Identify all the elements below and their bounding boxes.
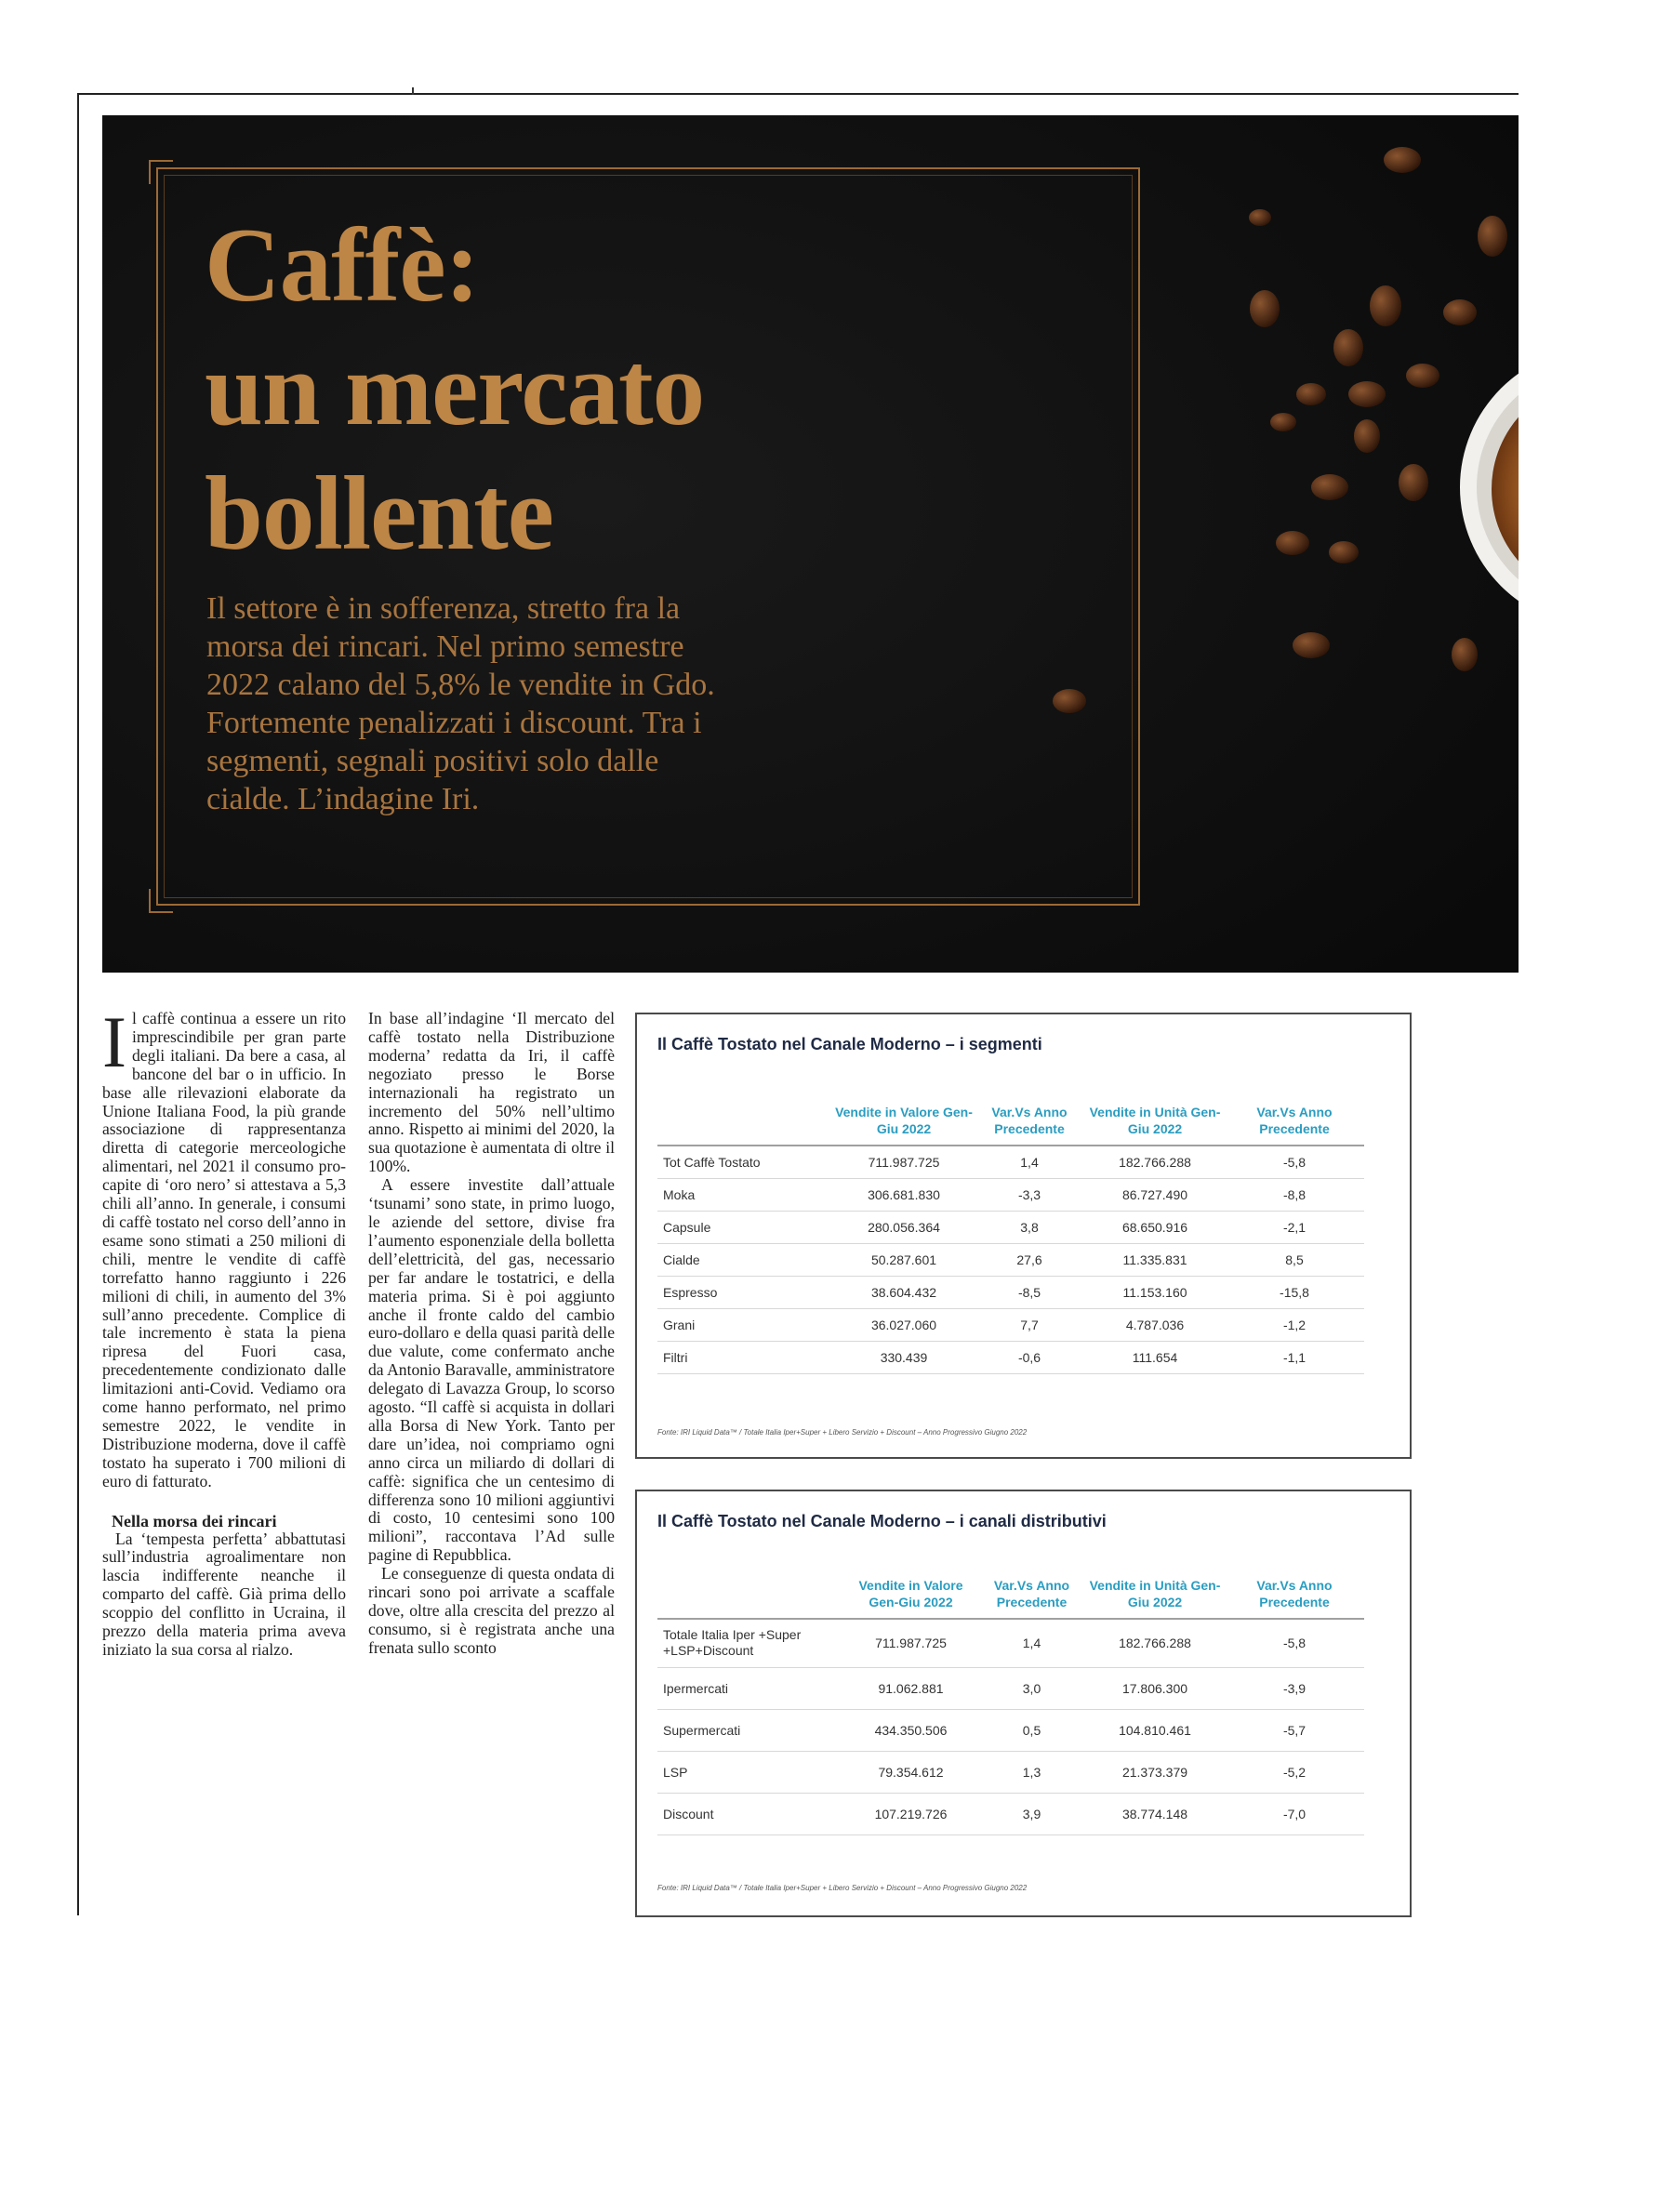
hero-banner [102, 115, 1519, 973]
table-row [657, 1709, 1364, 1751]
table-row [657, 1619, 1364, 1667]
table-row [657, 1793, 1364, 1835]
header-cell: Var.Vs Anno Precedente [1225, 1577, 1364, 1619]
value-cell: 711.987.725 [834, 1146, 974, 1179]
channels-table-box [635, 1490, 1412, 1917]
value-cell: 38.774.148 [1085, 1793, 1225, 1835]
row-label: Moka [657, 1179, 834, 1212]
channels-table [657, 1577, 1364, 1835]
row-label: Espresso [657, 1277, 834, 1309]
value-cell: 36.027.060 [834, 1309, 974, 1342]
change-cell: 8,5 [1225, 1244, 1364, 1277]
header-cell: Vendite in Unità Gen-Giu 2022 [1085, 1577, 1225, 1619]
value-cell: 182.766.288 [1085, 1619, 1225, 1667]
row-label: Capsule [657, 1212, 834, 1244]
title-line: bollente [205, 455, 553, 572]
change-cell: 1,4 [978, 1619, 1085, 1667]
title-line: un mercato [205, 331, 705, 448]
change-cell: -2,1 [1225, 1212, 1364, 1244]
article-paragraph: l caffè continua a essere un rito imprescindibile per gran parte degli italiani. Da bere a casa, al bancone del bar o in ufficio. In base alle rilevazioni elaborate da Unione Italiana Food, la più grande associazione di rappresentanza diretta di categorie merceologiche alimentari, nel 2021 il consumo pro-capite di ‘oro nero’ si attestava a 5,3 chili all’anno. In generale, i consumi di caffè tostato nel corso dell’anno in esame sono stimati a 250 milioni di chili, mentre le vendite di caffè torrefatto hanno raggiunto i 226 milioni di chili, in aumento del 3% sull’anno precedente. Complice di tale incremento è stata la piena ripresa del Fuori casa, precedentemente condizionato dalle limitazioni anti-Covid. Vediamo ora come hanno performato, nel primo semestre 2022, le vendite in Distribuzione moderna, dove il caffè tostato ha superato i 700 milioni di euro di fatturato. [102, 1009, 346, 1490]
value-cell: 68.650.916 [1085, 1212, 1225, 1244]
article-paragraph: Le conseguenze di questa ondata di rincari sono poi arrivate a scaffale dove, oltre alla crescita del prezzo al consumo, si è registrata anche una frenata sullo sconto [368, 1564, 615, 1657]
header-cell [657, 1577, 843, 1619]
table-source: Fonte: IRI Liquid Data™ / Totale Italia Iper+Super + Libero Servizio + Discount – Anno Progressivo Giugno 2022 [657, 1428, 1028, 1437]
value-cell: 330.439 [834, 1342, 974, 1374]
header-cell: Var.Vs Anno Precedente [1225, 1104, 1364, 1146]
row-label: Tot Caffè Tostato [657, 1146, 834, 1179]
change-cell: -7,0 [1225, 1793, 1364, 1835]
change-cell: -3,3 [974, 1179, 1085, 1212]
article-column-1 [102, 1001, 346, 1660]
value-cell: 711.987.725 [843, 1619, 978, 1667]
change-cell: 0,5 [978, 1709, 1085, 1751]
change-cell: 1,3 [978, 1751, 1085, 1793]
value-cell: 17.806.300 [1085, 1667, 1225, 1709]
table-row [657, 1244, 1364, 1277]
value-cell: 11.153.160 [1085, 1277, 1225, 1309]
value-cell: 21.373.379 [1085, 1751, 1225, 1793]
row-label: Supermercati [657, 1709, 843, 1751]
change-cell: -1,1 [1225, 1342, 1364, 1374]
change-cell: -5,7 [1225, 1709, 1364, 1751]
change-cell: 27,6 [974, 1244, 1085, 1277]
corner-ornament [149, 889, 173, 913]
page-frame-top [77, 93, 1519, 95]
page-frame-tick [412, 87, 414, 95]
header-cell: Vendite in Unità Gen-Giu 2022 [1085, 1104, 1225, 1146]
corner-ornament [149, 160, 173, 184]
change-cell: -5,2 [1225, 1751, 1364, 1793]
change-cell: -5,8 [1225, 1619, 1364, 1667]
change-cell: -1,2 [1225, 1309, 1364, 1342]
table-row [657, 1179, 1364, 1212]
segments-table-title: Il Caffè Tostato nel Canale Moderno – i segmenti [657, 1035, 1042, 1053]
channels-table-title: Il Caffè Tostato nel Canale Moderno – i canali distributivi [657, 1512, 1107, 1530]
change-cell: -8,8 [1225, 1179, 1364, 1212]
header-cell: Vendite in Valore Gen-Giu 2022 [834, 1104, 974, 1146]
table-row [657, 1667, 1364, 1709]
header-cell: Vendite in Valore Gen-Giu 2022 [843, 1577, 978, 1619]
change-cell: 3,0 [978, 1667, 1085, 1709]
page-frame-left [77, 93, 79, 1915]
article-title [205, 204, 856, 576]
drop-cap: I [102, 1001, 126, 1082]
article-subhead: Nella morsa dei rincari [112, 1511, 277, 1530]
segments-table [657, 1104, 1364, 1374]
table-row [657, 1212, 1364, 1244]
row-label: Filtri [657, 1342, 834, 1374]
value-cell: 38.604.432 [834, 1277, 974, 1309]
change-cell: 1,4 [974, 1146, 1085, 1179]
value-cell: 434.350.506 [843, 1709, 978, 1751]
row-label: Cialde [657, 1244, 834, 1277]
row-label: Discount [657, 1793, 843, 1835]
value-cell: 50.287.601 [834, 1244, 974, 1277]
article-paragraph: In base all’indagine ‘Il mercato del caffè tostato nella Distribuzione moderna’ redatta da Iri, il caffè negoziato presso le Borse internazionali ha registrato un incremento del 50% nell’ultimo anno. Rispetto ai minimi del 2020, la sua quotazione è aumentata di oltre il 100%. [368, 1009, 615, 1176]
table-row [657, 1146, 1364, 1179]
value-cell: 107.219.726 [843, 1793, 978, 1835]
change-cell: -3,9 [1225, 1667, 1364, 1709]
change-cell: 3,8 [974, 1212, 1085, 1244]
value-cell: 11.335.831 [1085, 1244, 1225, 1277]
header-cell: Var.Vs Anno Precedente [974, 1104, 1085, 1146]
article-column-2 [368, 1010, 615, 1658]
value-cell: 91.062.881 [843, 1667, 978, 1709]
table-row [657, 1309, 1364, 1342]
table-row [657, 1751, 1364, 1793]
change-cell: 7,7 [974, 1309, 1085, 1342]
header-cell: Var.Vs Anno Precedente [978, 1577, 1085, 1619]
article-paragraph: A essere investite dall’attuale ‘tsunami’ sono state, in primo luogo, le aziende del settore, divise fra l’aumento esponenziale della bolletta dell’elettricità, del gas, necessario per far andare le tostatrici, e della materia prima. Si è poi aggiunto anche il fronte caldo del cambio euro-dollaro e della quasi parità delle due valute, come confermato anche da Antonio Baravalle, amministratore delegato di Lavazza Group, lo scorso agosto. “Il caffè si acquista in dollari alla Borsa di New York. Tanto per dare un’idea, noi compriamo ogni anno circa un miliardo di dollari di caffè: significa che un centesimo di differenza sono 10 milioni aggiuntivi di costo, 10 centesimi sono 100 milioni”, raccontava l’Ad sulle pagine di Repubblica. [368, 1175, 615, 1565]
value-cell: 79.354.612 [843, 1751, 978, 1793]
segments-table-box [635, 1013, 1412, 1459]
value-cell: 104.810.461 [1085, 1709, 1225, 1751]
table-source: Fonte: IRI Liquid Data™ / Totale Italia Iper+Super + Libero Servizio + Discount – Anno Progressivo Giugno 2022 [657, 1884, 1028, 1892]
article-paragraph: La ‘tempesta perfetta’ abbattutasi sull’industria agroalimentare non lascia indifferente neanche il comparto del caffè. Già prima dello scoppio del conflitto in Ucraina, il prezzo della materia prima aveva iniziato la sua corsa al rialzo. [102, 1529, 346, 1659]
change-cell: -15,8 [1225, 1277, 1364, 1309]
row-label: Totale Italia Iper +Super +LSP+Discount [657, 1619, 843, 1667]
title-line: Caffè: [205, 207, 480, 324]
value-cell: 86.727.490 [1085, 1179, 1225, 1212]
value-cell: 280.056.364 [834, 1212, 974, 1244]
value-cell: 306.681.830 [834, 1179, 974, 1212]
table-row [657, 1277, 1364, 1309]
value-cell: 182.766.288 [1085, 1146, 1225, 1179]
change-cell: 3,9 [978, 1793, 1085, 1835]
change-cell: -0,6 [974, 1342, 1085, 1374]
value-cell: 4.787.036 [1085, 1309, 1225, 1342]
header-cell [657, 1104, 834, 1146]
row-label: LSP [657, 1751, 843, 1793]
change-cell: -5,8 [1225, 1146, 1364, 1179]
value-cell: 111.654 [1085, 1342, 1225, 1374]
table-row [657, 1342, 1364, 1374]
change-cell: -8,5 [974, 1277, 1085, 1309]
article-subtitle: Il settore è in sofferenza, stretto fra la morsa dei rincari. Nel primo semestre 2022 calano del 5,8% le vendite in Gdo. Fortemente penalizzati i discount. Tra i segmenti, segnali positivi solo dalle cialde. L’indagine Iri. [206, 591, 715, 816]
row-label: Grani [657, 1309, 834, 1342]
row-label: Ipermercati [657, 1667, 843, 1709]
